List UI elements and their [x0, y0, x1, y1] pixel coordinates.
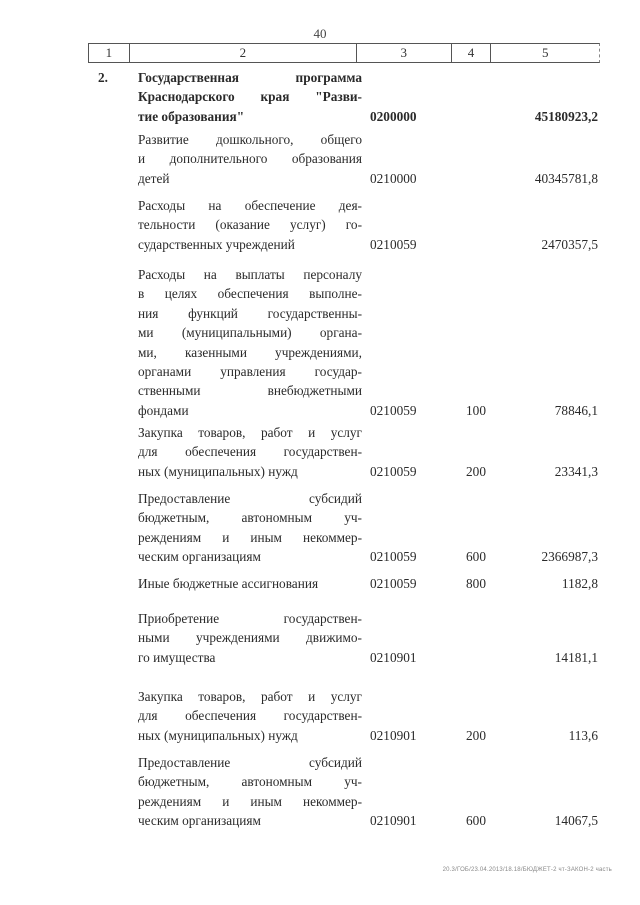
row-title-line: ческим организациям: [138, 813, 261, 829]
row-title-line: в целях обеспечения выполне-: [138, 286, 362, 302]
row-title: [138, 423, 362, 481]
row-code: 0200000: [370, 108, 417, 124]
row-title-line: тельности (оказание услуг) го-: [138, 217, 362, 233]
row-amount: 40345781,8: [534, 170, 598, 186]
row-title-line: детей: [138, 170, 170, 186]
row-title-line: ственными внебюджетными: [138, 383, 362, 399]
row-title-line: Закупка товаров, работ и услуг: [138, 689, 362, 704]
page-number: 40: [313, 26, 327, 41]
row-amount: 2470357,5: [541, 236, 598, 252]
row-title: [138, 687, 362, 745]
row-title-line: органами управления государ-: [138, 364, 362, 380]
document-footer: 20.3/ГОБ/23.04.2013/18.18/БЮДЖЕТ-2 чт-ЗАКОН-2 часть: [442, 867, 612, 873]
row-title-line: ми, казенными учреждениями,: [138, 344, 362, 360]
row-number: 2.: [98, 70, 108, 85]
row-title: [138, 130, 362, 188]
header-col-1: 1: [89, 44, 130, 62]
row-title-line: для обеспечения государствен-: [138, 708, 362, 724]
row-expense-type: 200: [466, 463, 486, 479]
row-title: [138, 68, 362, 126]
row-title-line: Краснодарского края "Разви-: [138, 89, 362, 105]
row-title-line: Государственная программа: [138, 70, 362, 85]
row-title-line: бюджетным, автономным уч-: [138, 510, 362, 526]
header-col-3: 3: [357, 44, 452, 62]
header-col-4: 4: [452, 44, 492, 62]
row-title: [138, 489, 362, 567]
row-title-line: ния функций государственны-: [138, 305, 362, 321]
row-title: [138, 574, 362, 593]
row-amount: 113,6: [568, 727, 598, 743]
row-code: 0210059: [370, 236, 417, 252]
row-code: 0210901: [370, 727, 417, 743]
row-amount: 14181,1: [554, 649, 598, 665]
row-title-line: Закупка товаров, работ и услуг: [138, 425, 362, 440]
row-expense-type: 600: [466, 549, 486, 565]
row-title-line: ных (муниципальных) нужд: [138, 463, 298, 479]
row-expense-type: 600: [466, 813, 486, 829]
row-expense-type: 100: [466, 402, 486, 418]
table-header-row: [88, 43, 600, 63]
row-expense-type: 200: [466, 727, 486, 743]
row-title-line: ных (муниципальных) нужд: [138, 727, 298, 743]
row-title-line: Расходы на выплаты персоналу: [138, 267, 362, 282]
row-amount: 23341,3: [554, 463, 598, 479]
row-title-line: ческим организациям: [138, 549, 261, 565]
row-code: 0210901: [370, 813, 417, 829]
row-code: 0210000: [370, 170, 417, 186]
row-title-line: Предоставление субсидий: [138, 491, 362, 506]
row-expense-type: 800: [466, 576, 486, 591]
row-title-line: Развитие дошкольного, общего: [138, 132, 362, 147]
row-amount: 45180923,2: [534, 108, 598, 124]
row-code: 0210901: [370, 649, 417, 665]
header-col-5: 5: [541, 45, 549, 60]
row-title-line: фондами: [138, 402, 189, 418]
row-code: 0210059: [370, 402, 417, 418]
row-code: 0210059: [370, 576, 417, 591]
row-title-line: го имущества: [138, 649, 216, 665]
row-title-line: бюджетным, автономным уч-: [138, 774, 362, 790]
row-title-line: реждениям и иным некоммер-: [138, 793, 362, 809]
row-title-line: Иные бюджетные ассигнования: [138, 576, 319, 591]
row-amount: 2366987,3: [541, 549, 598, 565]
row-title-line: реждениям и иным некоммер-: [138, 529, 362, 545]
row-title-line: ными учреждениями движимо-: [138, 630, 362, 646]
row-title-line: и дополнительного образования: [138, 151, 362, 167]
row-title-line: ми (муниципальными) органа-: [138, 325, 362, 341]
row-amount: 1182,8: [561, 576, 598, 591]
row-code: 0210059: [370, 463, 417, 479]
row-title: [138, 753, 362, 831]
row-title-line: Расходы на обеспечение дея-: [138, 198, 362, 213]
row-amount: 14067,5: [554, 813, 598, 829]
row-title: [138, 609, 362, 667]
row-amount: 78846,1: [554, 402, 598, 418]
row-title-line: Предоставление субсидий: [138, 755, 362, 770]
row-title-line: тие образования": [138, 108, 245, 124]
row-title: [138, 196, 362, 254]
header-col-2: 2: [130, 44, 357, 62]
row-title: [138, 265, 362, 420]
row-title-line: для обеспечения государствен-: [138, 444, 362, 460]
row-code: 0210059: [370, 549, 417, 565]
row-title-line: Приобретение государствен-: [138, 611, 362, 626]
row-title-line: сударственных учреждений: [138, 236, 295, 252]
